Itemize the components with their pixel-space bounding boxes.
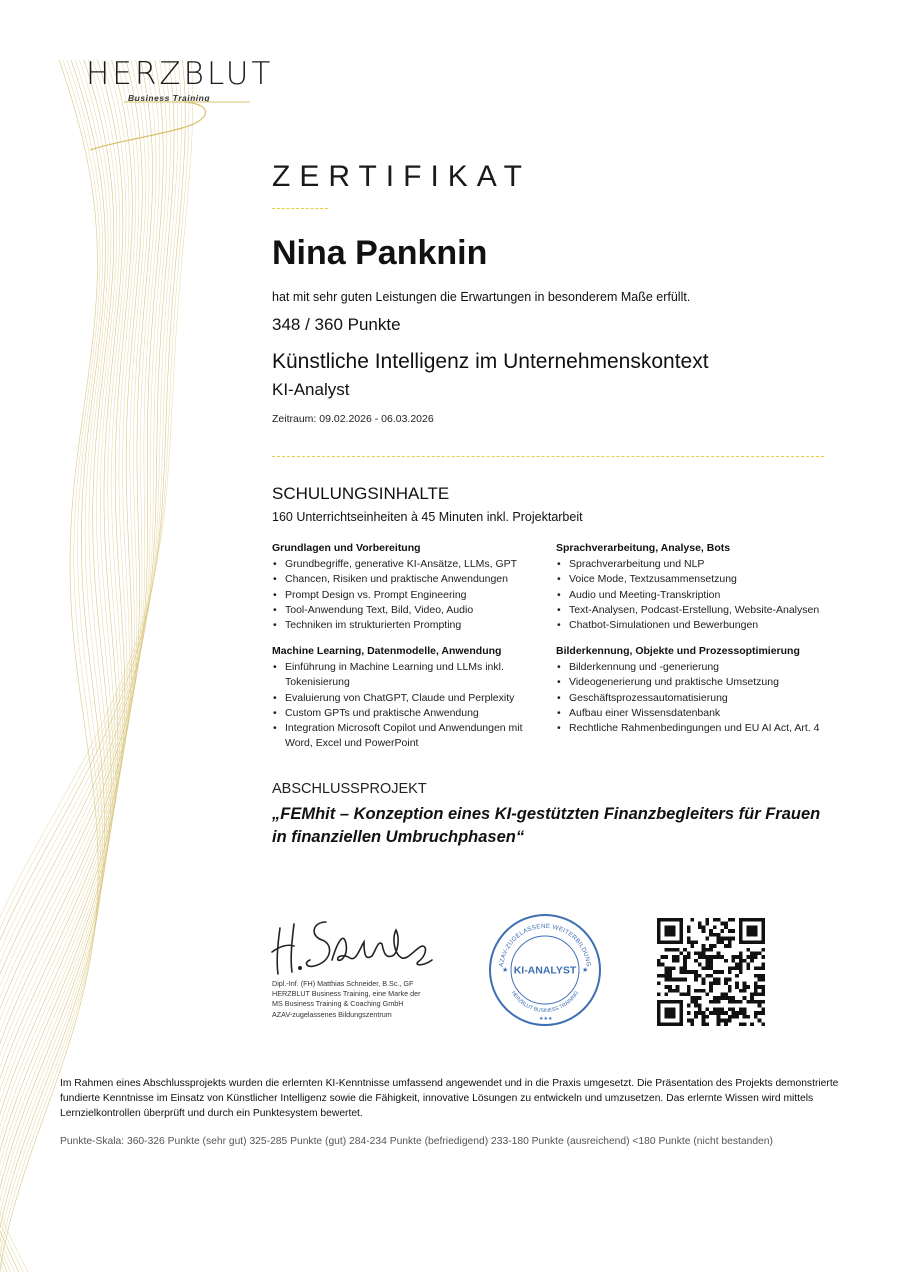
list-item: • Text-Analysen, Podcast-Erstellung, Website-Analysen: [569, 603, 836, 618]
points-scale: Punkte-Skala: 360-326 Punkte (sehr gut) 325-285 Punkte (gut) 284-234 Punkte (befriedigend) 233-180 Punkte (ausreichend) <180 Punkte (nicht bestanden): [60, 1136, 773, 1147]
list-item: • Integration Microsoft Copilot und Anwendungen mit Word, Excel und PowerPoint: [285, 721, 540, 752]
content-block: [556, 645, 836, 736]
logo-underline-swoosh: [84, 90, 264, 152]
caption-line: MS Business Training & Coaching GmbH: [272, 999, 404, 1009]
course-period: Zeitraum: 09.02.2026 - 06.03.2026: [272, 413, 434, 425]
signature-caption: [272, 979, 462, 1020]
contents-subheading: 160 Unterrichtseinheiten à 45 Minuten inkl. Projektarbeit: [272, 510, 583, 524]
caption-line: Dipl.-Inf. (FH) Matthias Schneider, B.Sc., GF: [272, 979, 414, 988]
caption-line: AZAV-zugelassenes Bildungszentrum: [272, 1009, 392, 1019]
list-item: • Evaluierung von ChatGPT, Claude und Perplexity: [285, 691, 552, 706]
points-score: 348 / 360 Punkte: [272, 315, 401, 334]
seal-ring-top-text: AZAV-ZUGELASSENE WEITERBILDUNG: [498, 922, 592, 968]
gold-divider-long: [272, 456, 824, 457]
list-item: • Grundbegriffe, generative KI-Ansätze, LLMs, GPT: [285, 557, 552, 572]
contents-heading: SCHULUNGSINHALTE: [272, 484, 450, 503]
footer-text: Im Rahmen eines Abschlussprojekts wurden die erlernten KI-Kenntnisse umfassend angewendet und in die Praxis umgesetzt. Die Präsentation des Projekts demonstrierte fundierte Kenntnisse im Einsatz von Künstlicher Intelligenz sowie die Fähigkeit, innovative Lösungen zu entwickeln und umzusetzen. Das erlernte Wissen wird mittels Lernzielkontrollen überprüft und durch ein Punktesystem bewertet.: [60, 1078, 839, 1119]
list-item: • Rechtliche Rahmenbedingungen und EU AI Act, Art. 4: [569, 721, 836, 736]
list-item: • Einführung in Machine Learning und LLMs inkl. Tokenisierung: [285, 660, 540, 691]
list-item: • Geschäftsprozessautomatisierung: [569, 691, 836, 706]
course-title: Künstliche Intelligenz im Unternehmenskontext: [272, 350, 709, 373]
handwritten-signature: [268, 910, 438, 978]
content-block-title: Grundlagen und Vorbereitung: [272, 542, 421, 554]
certificate-title: ZERTIFIKAT: [272, 160, 531, 193]
intro-text: hat mit sehr guten Leistungen die Erwartungen in besonderem Maße erfüllt.: [272, 290, 691, 304]
qr-code-icon: [657, 918, 765, 1026]
list-item: • Videogenerierung und praktische Umsetzung: [569, 675, 836, 690]
list-item: • Chatbot-Simulationen und Bewerbungen: [569, 618, 836, 633]
list-item: • Audio und Meeting-Transkription: [569, 588, 836, 603]
content-block-title: Machine Learning, Datenmodelle, Anwendung: [272, 645, 502, 657]
list-item: • Sprachverarbeitung und NLP: [569, 557, 836, 572]
content-block: [272, 645, 552, 752]
list-item: • Bilderkennung und -generierung: [569, 660, 836, 675]
list-item: • Tool-Anwendung Text, Bild, Video, Audio: [285, 603, 552, 618]
svg-text:★: ★: [502, 967, 509, 974]
list-item: • Custom GPTs und praktische Anwendung: [285, 706, 552, 721]
content-block-title: Bilderkennung, Objekte und Prozessoptimierung: [556, 645, 800, 657]
seal-ring-bottom-text: HERZBLUT BUSINESS TRAINING: [509, 990, 581, 1015]
content-block-title: Sprachverarbeitung, Analyse, Bots: [556, 542, 731, 554]
list-item: • Aufbau einer Wissensdatenbank: [569, 706, 836, 721]
caption-line: HERZBLUT Business Training, eine Marke der: [272, 989, 421, 999]
svg-text:★: ★: [582, 967, 589, 974]
seal-center-text: KI-ANALYST: [513, 964, 577, 977]
logo-wordmark: HERZBLUT: [86, 56, 274, 92]
list-item: • Voice Mode, Textzusammensetzung: [569, 572, 836, 587]
project-heading: ABSCHLUSSPROJEKT: [272, 781, 427, 797]
content-block: [556, 542, 836, 633]
list-item: • Chancen, Risiken und praktische Anwendungen: [285, 572, 552, 587]
svg-text:★★★: ★★★: [539, 1016, 553, 1022]
recipient-name: Nina Panknin: [272, 234, 488, 272]
course-subtitle: KI-Analyst: [272, 380, 350, 399]
list-item: • Techniken im strukturierten Prompting: [285, 618, 552, 633]
certification-seal: [487, 912, 603, 1028]
gold-divider-short: [272, 208, 328, 209]
content-block: [272, 542, 552, 633]
list-item: • Prompt Design vs. Prompt Engineering: [285, 588, 552, 603]
project-title: „FEMhit – Konzeption eines KI-gestützten Finanzbegleiters für Frauen in finanziellen Umbruchphasen“: [272, 805, 821, 846]
logo-subtitle: Business Training: [128, 93, 211, 103]
